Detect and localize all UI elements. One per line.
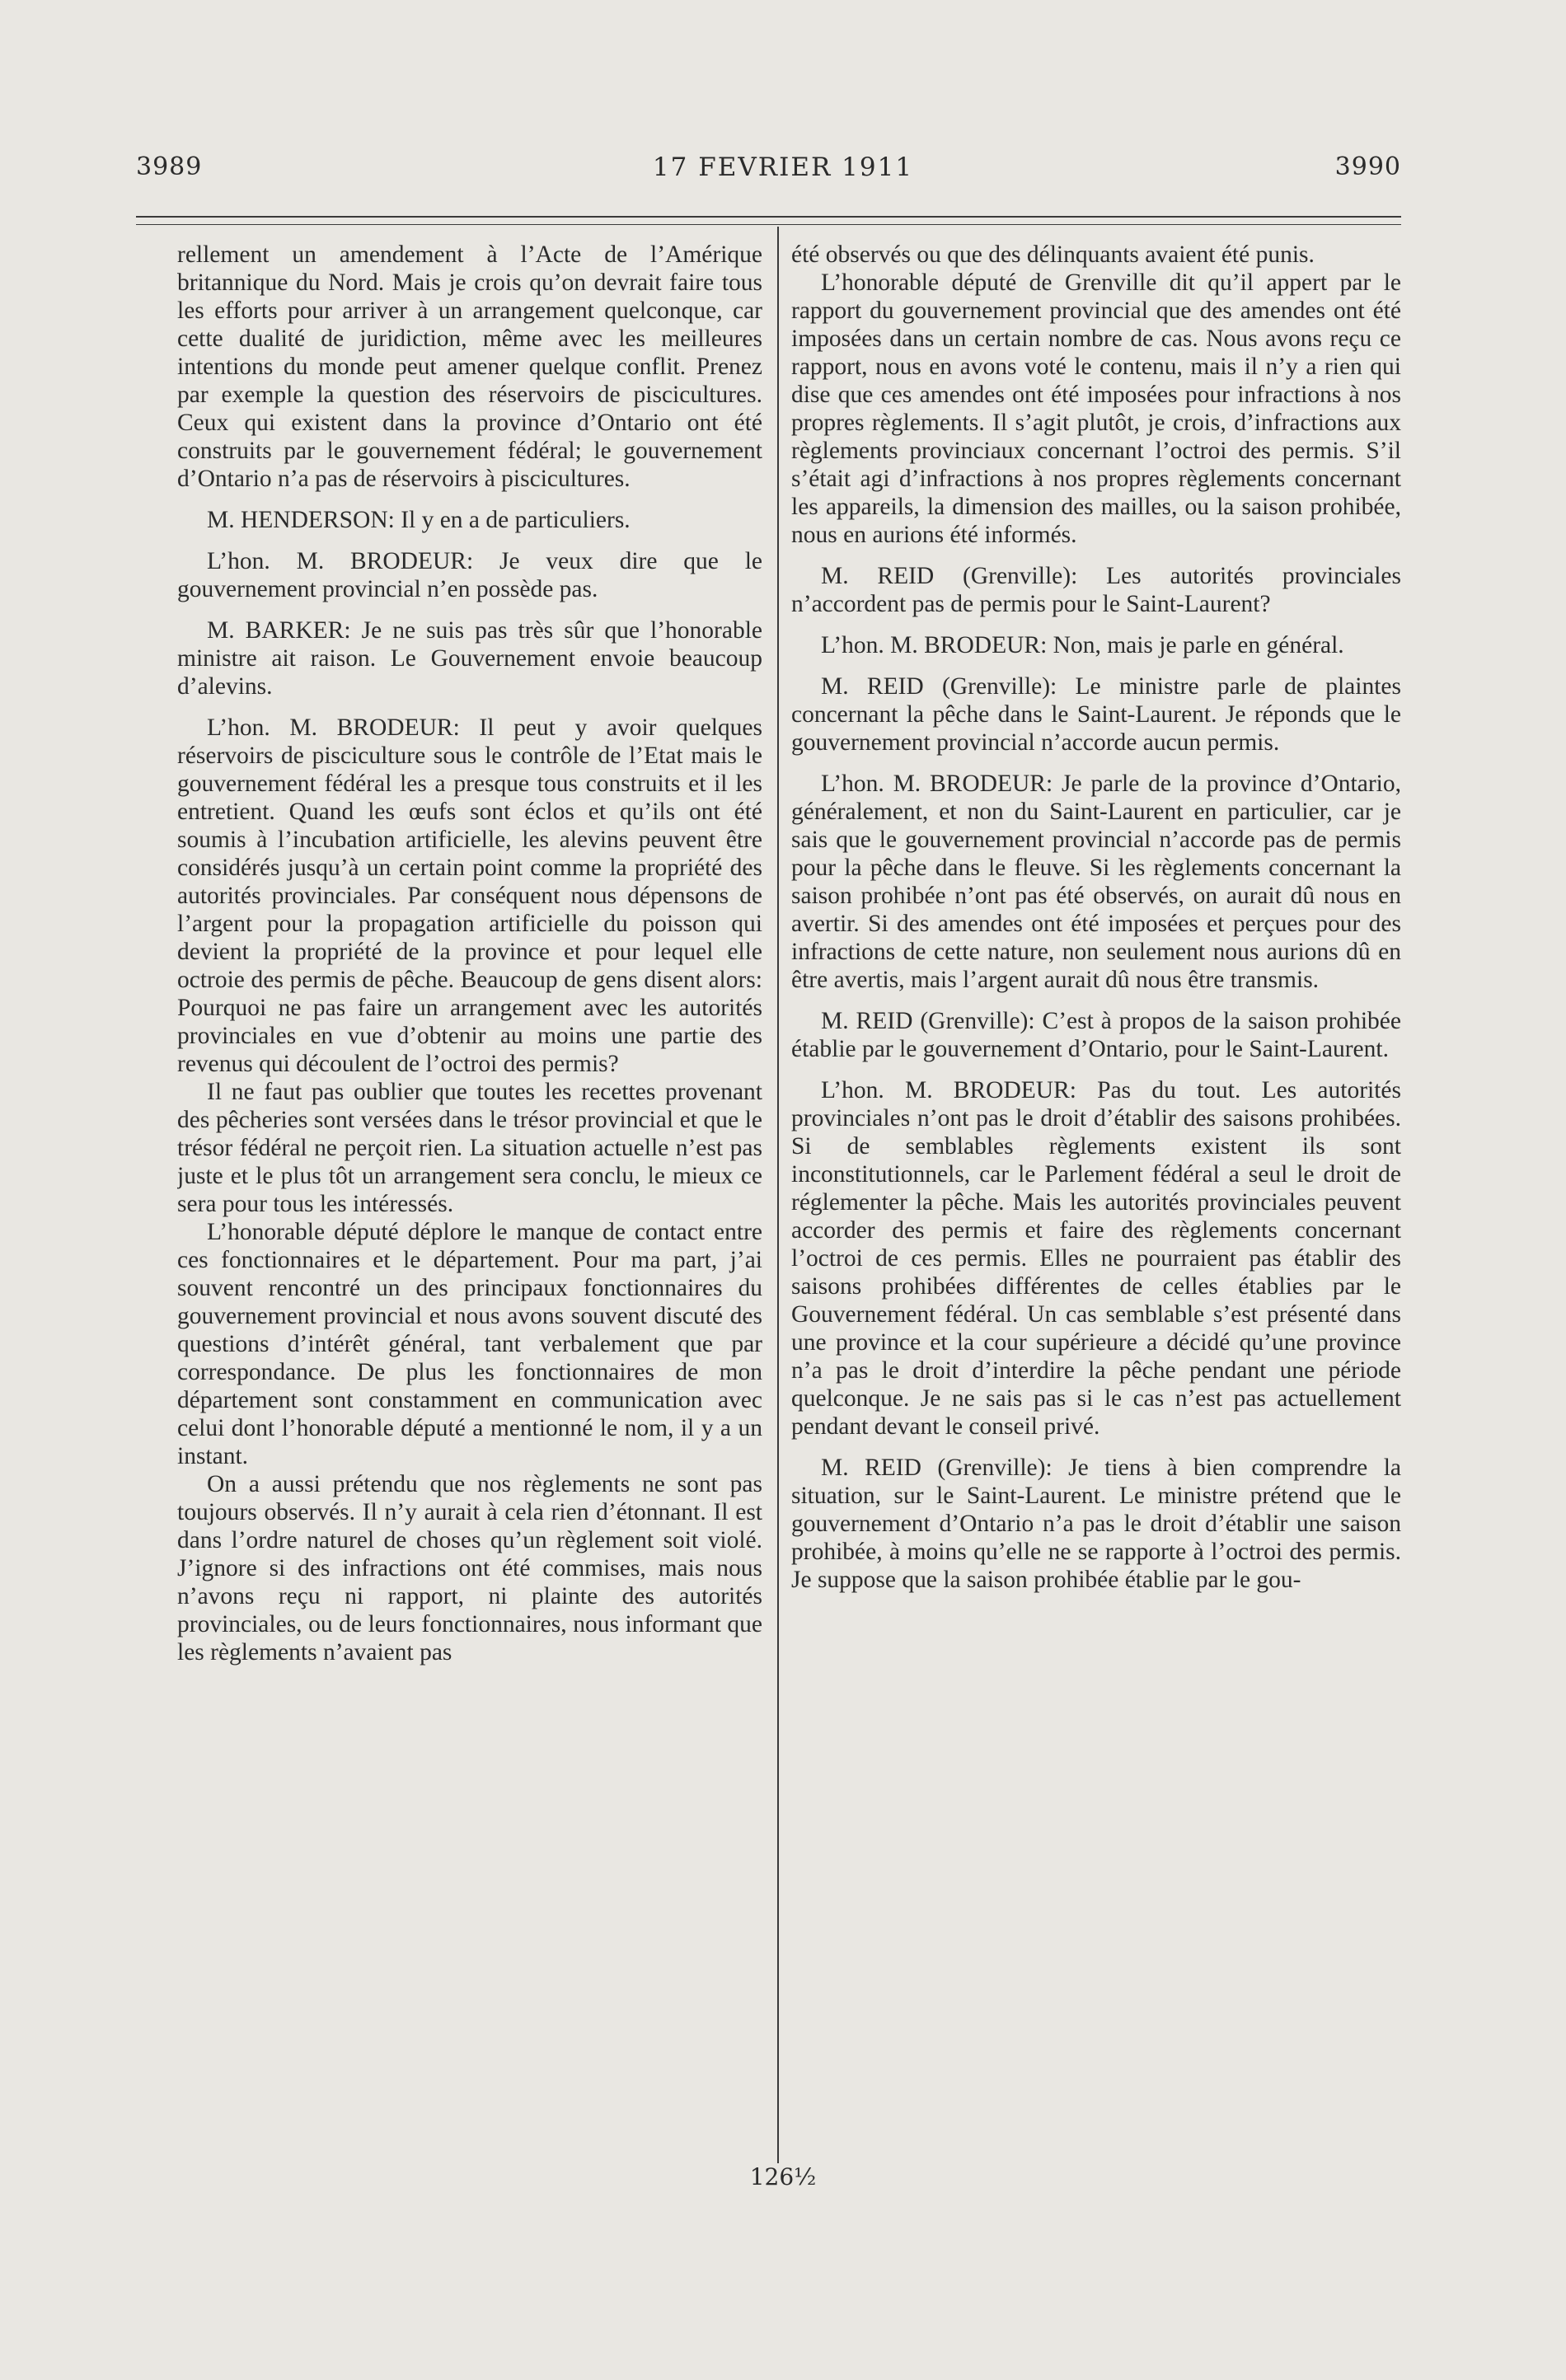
paragraph: L’hon. M. BRODEUR: Je parle de la province d’Ontario, généralement, et non du Saint-Laurent en particulier, car je sais que le gouvernement provincial n’accorde pas de permis pour la pêche dans le fleuve. Si les règlements concernant la saison prohibée n’ont pas été observés, on aurait dû nous en avertir. Si des amendes ont été imposées et perçues pour des infractions de cette nature, non seulement nous aurions dû en être avertis, mais l’argent aurait dû nous être transmis. <box>791 771 1401 993</box>
paragraph: M. REID (Grenville): C’est à propos de la saison prohibée établie par le gouvernement d’Ontario, pour le Saint-Laurent. <box>791 1008 1401 1062</box>
paragraph: rellement un amendement à l’Acte de l’Amérique britannique du Nord. Mais je crois qu’on devrait faire tous les efforts pour arriver à un arrangement quelconque, car cette dualité de juridiction, même avec les meilleures intentions du monde peut amener quelque conflit. Prenez par exemple la question des réservoirs de piscicultures. Ceux qui existent dans la province d’Ontario ont été construits par le gouvernement fédéral; le gouvernement d’Ontario n’a pas de réservoirs à piscicultures. <box>177 241 762 492</box>
left-column <box>177 241 762 2186</box>
paragraph: M. HENDERSON: Il y en a de particuliers. <box>207 507 631 533</box>
paragraph: L’hon. M. BRODEUR: Je veux dire que le gouvernement provincial n’en possède pas. <box>177 548 762 602</box>
paragraph: M. REID (Grenville): Je tiens à bien comprendre la situation, sur le Saint-Laurent. Le ministre prétend que le gouvernement d’Ontario n’a pas le droit d’établir une saison prohibée, à moins qu’elle ne se rapporte à l’octroi des permis. Je suppose que la saison prohibée établie par le gou- <box>791 1455 1401 1593</box>
column-divider <box>777 227 779 2163</box>
header-rule-thin <box>136 224 1401 225</box>
paragraph: On a aussi prétendu que nos règlements ne sont pas toujours observés. Il n’y aurait à cela rien d’étonnant. Il est dans l’ordre naturel de choses qu’un règlement soit violé. J’ignore si des infractions ont été commises, mais nous n’avons reçu ni rapport, ni plainte des autorités provinciales, ou de leurs fonctionnaires, nous informant que les règlements n’avaient pas <box>177 1471 762 1666</box>
paragraph: L’honorable député déplore le manque de contact entre ces fonctionnaires et le département. Pour ma part, j’ai souvent rencontré un des principaux fonctionnaires du gouvernement provincial et nous avons souvent discuté des questions d’intérêt général, tant verbalement que par correspondance. De plus les fonctionnaires de mon département sont constamment en communication avec celui dont l’honorable député a mentionné le nom, il y a un instant. <box>177 1219 762 1469</box>
page-number-right: 3990 <box>1334 152 1401 181</box>
paragraph: M. REID (Grenville): Les autorités provinciales n’accordent pas de permis pour le Saint-Laurent? <box>791 563 1401 617</box>
paragraph: Il ne faut pas oublier que toutes les recettes provenant des pêcheries sont versées dans le trésor provincial et que le trésor fédéral ne perçoit rien. La situation actuelle n’est pas juste et le plus tôt un arrangement sera conclu, le mieux ce sera pour tous les intéressés. <box>177 1079 762 1217</box>
paragraph: L’hon. M. BRODEUR: Non, mais je parle en général. <box>821 632 1344 658</box>
paragraph: été observés ou que des délinquants avaient été punis. <box>791 241 1315 268</box>
page-number-left: 3989 <box>136 152 203 181</box>
header-rule <box>136 216 1401 218</box>
right-column <box>791 241 1401 2186</box>
paragraph: M. REID (Grenville): Le ministre parle de plaintes concernant la pêche dans le Saint-Laurent. Je réponds que le gouvernement provincial n’accorde aucun permis. <box>791 673 1401 756</box>
signature-mark: 126½ <box>749 2163 817 2190</box>
paragraph: L’hon. M. BRODEUR: Il peut y avoir quelques réservoirs de pisciculture sous le contrôle de l’Etat mais le gouvernement fédéral les a presque tous construits et il les entretient. Quand les œufs sont éclos et qu’ils ont été soumis à l’incubation artificielle, les alevins peuvent être considérés jusqu’à un certain point comme la propriété des autorités provinciales. Par conséquent nous dépensons de l’argent pour la propagation artificielle du poisson qui devient la propriété de la province et pour lequel elle octroie des permis de pêche. Beaucoup de gens disent alors: Pourquoi ne pas faire un arrangement avec les autorités provinciales en vue d’obtenir au moins une partie des revenus qui découlent de l’octroi des permis? <box>177 714 762 1077</box>
running-head-date: 17 FEVRIER 1911 <box>652 152 914 182</box>
paragraph: M. BARKER: Je ne suis pas très sûr que l’honorable ministre ait raison. Le Gouvernement envoie beaucoup d’alevins. <box>177 617 762 700</box>
paragraph: L’hon. M. BRODEUR: Pas du tout. Les autorités provinciales n’ont pas le droit d’établir des saisons prohibées. Si de semblables règlements existent ils sont inconstitutionnels, car le Parlement fédéral a seul le droit de réglementer la pêche. Mais les autorités provinciales peuvent accorder des permis et faire des règlements concernant l’octroi de ces permis. Elles ne pourraient pas établir des saisons prohibées différentes de celles établies par le Gouvernement fédéral. Un cas semblable s’est présenté dans une province et la cour supérieure a décidé qu’une province n’a pas le droit d’interdire la pêche pendant une période quelconque. Je ne sais pas si le cas n’est pas actuellement pendant devant le conseil privé. <box>791 1077 1401 1440</box>
paragraph: L’honorable député de Grenville dit qu’il appert par le rapport du gouvernement provincial que des amendes ont été imposées dans un certain nombre de cas. Nous avons reçu ce rapport, nous en avons voté le contenu, mais il n’y a rien qui dise que ces amendes ont été imposées pour infractions à nos propres règlements. Il s’agit plutôt, je crois, d’infractions aux règlements provinciaux concernant l’octroi des permis. S’il s’était agi d’infractions à nos propres règlements concernant les appareils, la dimension des mailles, ou la saison prohibée, nous en aurions été informés. <box>791 269 1401 548</box>
